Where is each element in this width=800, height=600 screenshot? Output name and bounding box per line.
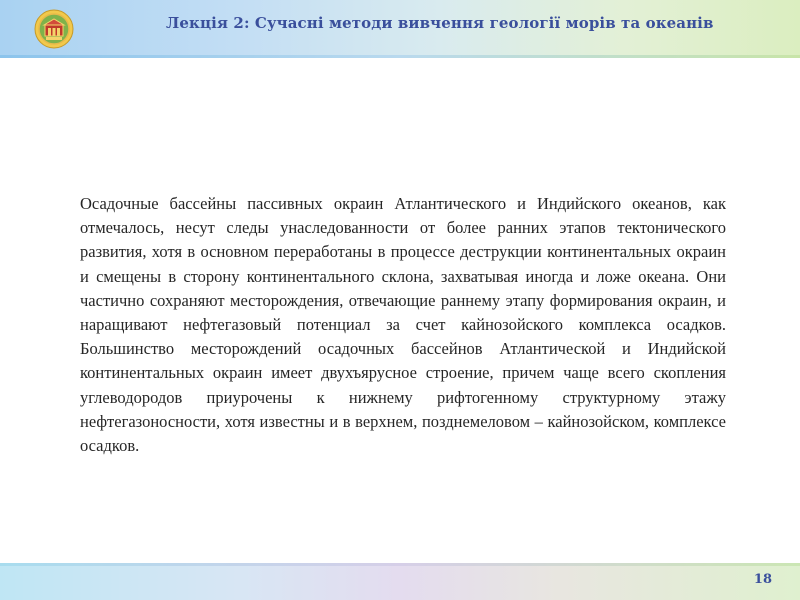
page-title: Лекція 2: Сучасні методи вивчення геології морів та океанів [166, 14, 714, 32]
lecture-paragraph: Осадочные бассейны пассивных окраин Атлантического и Индийского океанов, как отмечалось, несут следы унаследованности от более ранних этапов тектонического развития, хотя в основном переработаны в процессе деструкции континентальных окраин и смещены в сторону континентального склона, захватывая иногда и ложе океана. Они частично сохраняют месторождения, отвечающие раннему этапу формирования окраин, и наращивают нефтегазовый потенциал за счет кайнозойского комплекса осадков. Большинство месторождений осадочных бассейнов Атлантической и Индийской континентальных окраин имеет двухъярусное строение, причем чаще всего скопления углеводородов приурочены к нижнему рифтогенному структурному этажу нефтегазоносности, хотя известны и в верхнем, позднемеловом – кайнозойском, комплексе осадков. [80, 194, 726, 456]
page-number: 18 [753, 572, 772, 587]
university-crest-icon [34, 9, 74, 49]
footer-bar [0, 566, 800, 600]
header-divider [0, 55, 800, 58]
